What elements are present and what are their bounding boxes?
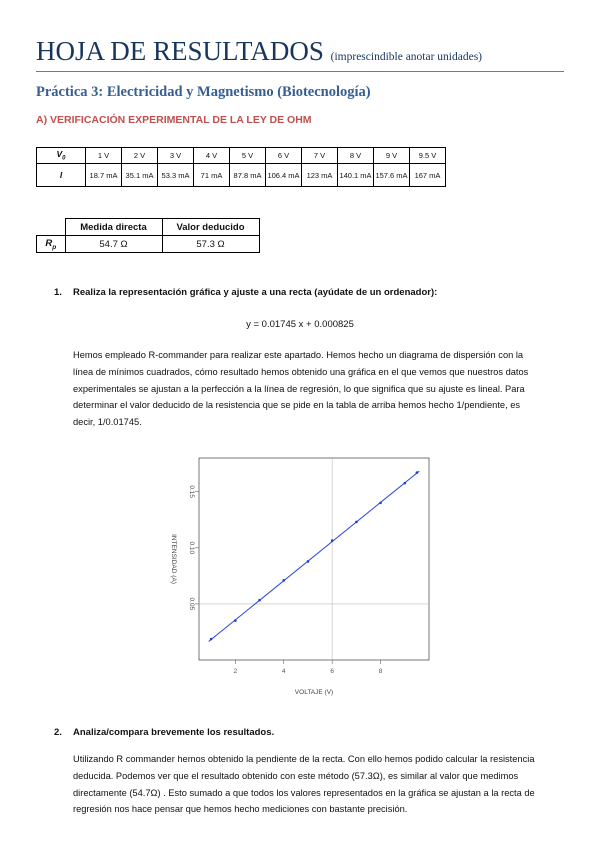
current-cell: 35.1 mA — [122, 164, 158, 187]
x-tick-label: 2 — [233, 668, 238, 675]
voltage-cell: 8 V — [338, 148, 374, 164]
current-cell: 140.1 mA — [338, 164, 374, 187]
page-subtitle: (imprescindible anotar unidades) — [330, 51, 483, 63]
voltage-header: $V_0$ — [37, 148, 86, 164]
y-axis-label: INTENSIDAD (A) — [170, 534, 177, 584]
x-tick-label: 4 — [281, 668, 286, 675]
question-1-number: 1. — [54, 287, 62, 298]
current-cell: 87.8 mA — [230, 164, 266, 187]
current-cell: 71 mA — [194, 164, 230, 187]
current-cell: 18.7 mA — [86, 164, 122, 187]
regression-line — [209, 471, 420, 641]
data-point — [282, 579, 285, 582]
current-cell: 123 mA — [302, 164, 338, 187]
practica-heading: Práctica 3: Electricidad y Magnetismo (Biotecnología) — [36, 84, 371, 100]
voltage-current-table — [36, 147, 446, 187]
current-cell: 106.4 mA — [266, 164, 302, 187]
question-1-text: Realiza la representación gráfica y ajuste a una recta (ayúdate de un ordenador): — [73, 287, 438, 298]
data-point — [331, 539, 334, 542]
voltage-cell: 2 V — [122, 148, 158, 164]
direct-header: Medida directa — [65, 219, 162, 236]
direct-value: 54.7 Ω — [65, 236, 162, 253]
question-1-answer: Hemos empleado R-commander para realizar este apartado. Hemos hecho un diagrama de dispersión con la línea de mínimos cuadrados, cómo resultado hemos obtenido una gráfica en el que vemos que nuestros datos experimentales se ajustan a la perfección a la línea de regresión, lo que significa que su ajuste es lineal. Para determinar el valor deducido de la resistencia que se pide en la tabla de arriba hemos hecho 1/pendiente, es decir, 1/0.01745. — [73, 350, 529, 428]
question-2-answer: Utilizando R commander hemos obtenido la pendiente de la recta. Con ello hemos podido calcular la resistencia deducida. Podemos ver que el resultado obtenido con este método (57.3Ω), es similar al valor que medimos directamente (54.7Ω) . Esto sumado a que todos los valores representados en la gráfica se ajustan a la recta de regresión nos hace pensar que hemos hecho mediciones con bastante precisión. — [73, 754, 535, 815]
current-cell: 53.3 mA — [158, 164, 194, 187]
data-point — [403, 482, 406, 485]
y-tick-label: 0.10 — [188, 541, 195, 555]
x-axis-label: VOLTAJE (V) — [294, 689, 334, 696]
deduced-value: 57.3 Ω — [162, 236, 259, 253]
page-title: HOJA DE RESULTADOS (imprescindible anotar unidades) — [36, 36, 483, 66]
table-corner — [37, 219, 66, 236]
x-tick-label: 6 — [330, 668, 334, 675]
current-header: I — [37, 164, 86, 187]
voltage-cell: 4 V — [194, 148, 230, 164]
data-point — [258, 599, 261, 602]
voltage-cell: 9 V — [374, 148, 410, 164]
voltage-cell: 6 V — [266, 148, 302, 164]
x-tick-label: 8 — [378, 668, 383, 675]
question-2-number: 2. — [54, 727, 62, 738]
voltage-cell: 1 V — [86, 148, 122, 164]
data-point — [234, 619, 237, 622]
current-cell: 167 mA — [410, 164, 446, 187]
plot-frame — [199, 458, 429, 660]
voltage-cell: 9.5 V — [410, 148, 446, 164]
y-tick-label: 0.15 — [188, 485, 195, 498]
data-point — [416, 471, 419, 474]
voltage-cell: 7 V — [302, 148, 338, 164]
data-point — [210, 638, 213, 641]
current-cell: 157.6 mA — [374, 164, 410, 187]
title-rule — [36, 71, 564, 72]
y-tick-label: 0.05 — [188, 597, 195, 611]
data-point — [355, 521, 358, 524]
resistance-table — [36, 218, 260, 253]
question-2-text: Analiza/compara brevemente los resultados. — [73, 727, 275, 738]
resistance-label: $R_p$ — [37, 236, 66, 253]
section-a-heading: A) VERIFICACIÓN EXPERIMENTAL DE LA LEY DE OHM — [36, 114, 312, 126]
regression-equation: y = 0.01745 x + 0.000825 — [246, 319, 354, 330]
iv-scatter-chart — [160, 440, 440, 710]
deduced-header: Valor deducido — [162, 219, 259, 236]
voltage-cell: 3 V — [158, 148, 194, 164]
data-point — [307, 560, 310, 563]
data-point — [379, 501, 382, 504]
voltage-cell: 5 V — [230, 148, 266, 164]
